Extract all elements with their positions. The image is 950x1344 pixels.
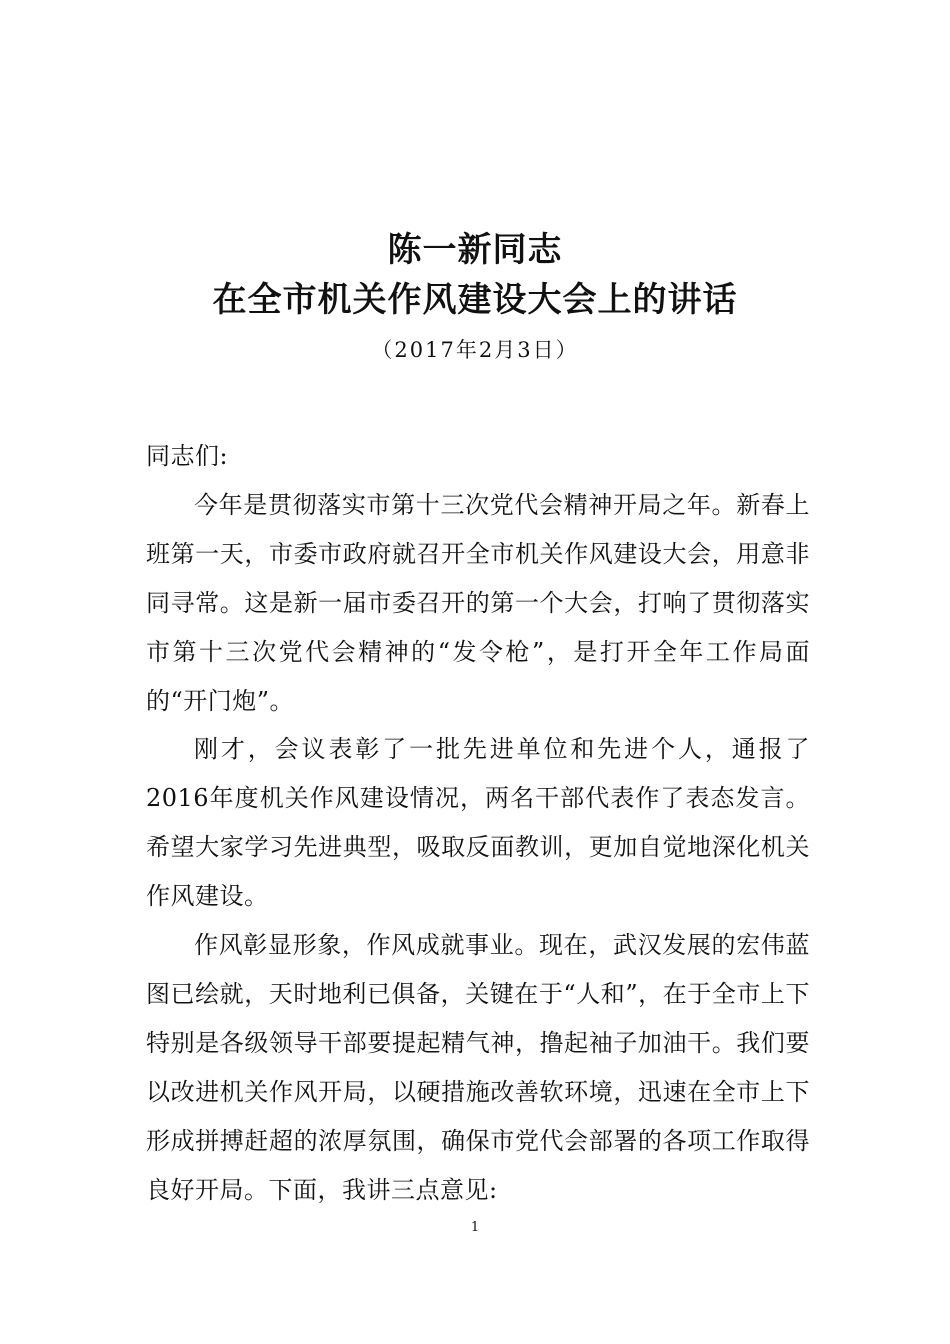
paragraph-1: 今年是贯彻落实市第十三次党代会精神开局之年。新春上班第一天，市委市政府就召开全市机关作风建设大会，用意非同寻常。这是新一届市委召开的第一个大会，打响了贯彻落实市第十三次党代会精神的“发令枪”，是打开全年工作局面的“开门炮”。 [146,490,810,715]
speech-date: （2017年2月3日） [371,338,579,362]
salutation: 同志们: [146,442,229,470]
paragraph-3: 作风彰显形象，作风成就事业。现在，武汉发展的宏伟蓝图已绘就，天时地利已俱备，关键在于“人和”，在于全市上下特别是各级领导干部要提起精气神，撸起袖子加油干。我们要以改进机关作风开局，以硬措施改善软环境，迅速在全市上下形成拼搏赶超的浓厚氛围，确保市党代会部署的各项工作取得良好开局。下面，我讲三点意见: [146,931,810,1204]
title-occasion: 在全市机关作风建设大会上的讲话 [212,280,738,320]
speech-body [146,432,810,1215]
paragraph-2: 刚才，会议表彰了一批先进单位和先进个人，通报了2016年度机关作风建设情况，两名干部代表作了表态发言。希望大家学习先进典型，吸取反面教训，更加自觉地深化机关作风建设。 [146,735,810,911]
page-number: 1 [470,1220,480,1235]
title-speaker: 陈一新同志 [387,230,563,270]
